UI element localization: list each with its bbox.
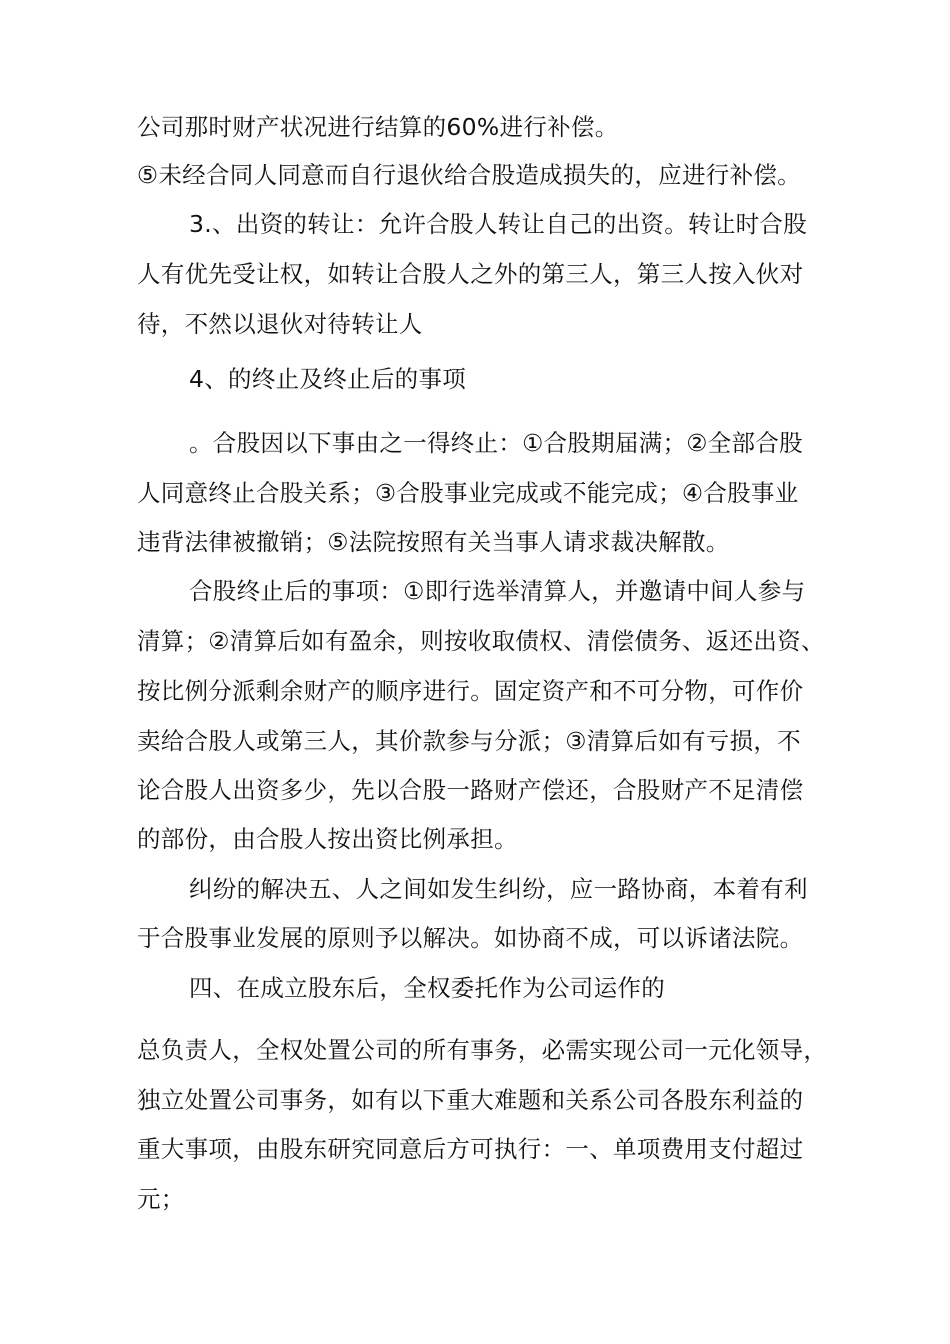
text-line: 违背法律被撤销；⑤法院按照有关当事人请求裁决解散。 (137, 528, 730, 556)
text-line: 卖给合股人或第三人，其价款参与分派；③清算后如有亏损，不 (137, 727, 801, 755)
text-line: 于合股事业发展的原则予以解决。如协商不成，可以诉诸法院。 (137, 924, 804, 952)
text-line: 人有优先受让权，如转让合股人之外的第三人，第三人按入伙对 (137, 260, 804, 288)
text-line: 元； (137, 1185, 185, 1213)
section-heading: 4、的终止及终止后的事项 (189, 365, 467, 393)
text-line: 重大事项，由股东研究同意后方可执行：一、单项费用支付超过 (137, 1135, 804, 1163)
text-line: ⑤未经合同人同意而自行退伙给合股造成损失的，应进行补偿。 (137, 161, 801, 189)
section-heading: 四、在成立股东后，全权委托作为公司运作的 (189, 974, 665, 1002)
text-line: 按比例分派剩余财产的顺序进行。固定资产和不可分物，可作价 (137, 677, 804, 705)
text-line: 。合股因以下事由之一得终止：①合股期届满；②全部合股 (189, 429, 803, 457)
text-line: 纠纷的解决五、人之间如发生纠纷，应一路协商，本着有利 (189, 875, 808, 903)
text-line: 3.、出资的转让：允许合股人转让自己的出资。转让时合股 (189, 210, 808, 238)
text-line: 合股终止后的事项：①即行选举清算人，并邀请中间人参与 (189, 577, 806, 605)
text-line: 总负责人，全权处置公司的所有事务，必需实现公司一元化领导， (137, 1036, 828, 1064)
text-line: 待，不然以退伙对待转让人 (137, 310, 423, 338)
text-line: 论合股人出资多少，先以合股一路财产偿还，合股财产不足清偿 (137, 776, 804, 804)
text-line: 公司那时财产状况进行结算的60%进行补偿。 (137, 113, 619, 141)
text-line: 的部份，由合股人按出资比例承担。 (137, 825, 518, 853)
text-line: 人同意终止合股关系；③合股事业完成或不能完成；④合股事业 (137, 479, 799, 507)
text-line: 清算；②清算后如有盈余，则按收取债权、清偿债务、返还出资、 (137, 627, 825, 655)
text-line: 独立处置公司事务，如有以下重大难题和关系公司各股东利益的 (137, 1086, 804, 1114)
